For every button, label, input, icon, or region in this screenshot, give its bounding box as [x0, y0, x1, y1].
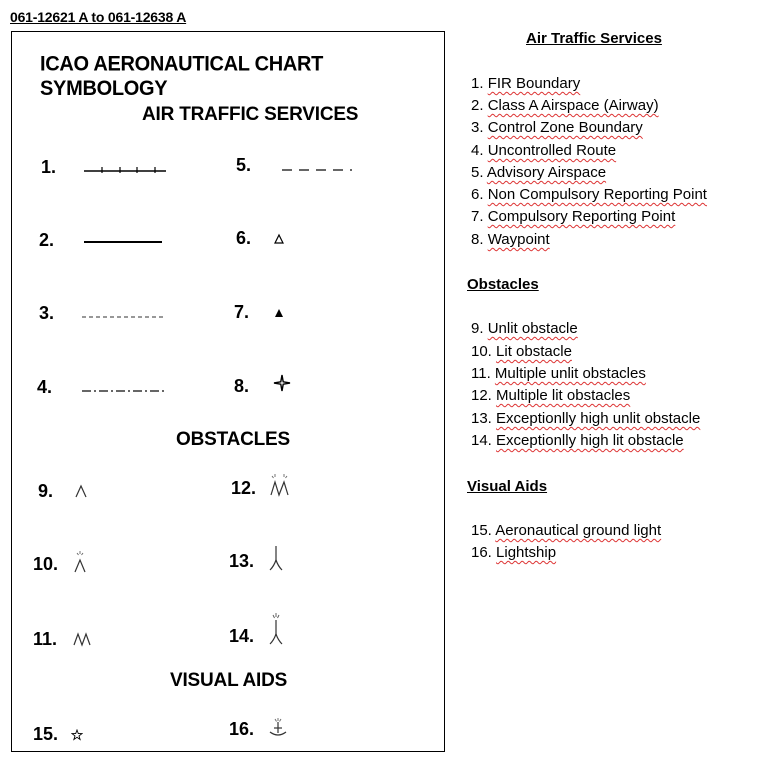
ground-light-star-icon: [71, 729, 83, 741]
symbol-number: 1.: [41, 157, 57, 177]
control-zone-boundary-symbol: [80, 313, 170, 321]
symbol-number: 8.: [234, 376, 250, 396]
advisory-airspace-symbol: [280, 166, 355, 174]
symbol-number: 3.: [39, 303, 55, 323]
symbol-number: 14.: [229, 626, 255, 646]
symbol-number: 11.: [33, 629, 58, 649]
legend-item-7: 7. Compulsory Reporting Point: [471, 208, 676, 225]
symbol-number: 10.: [33, 554, 59, 574]
symbol-number: 13.: [229, 551, 255, 571]
multiple-unlit-obstacles-icon: [72, 631, 92, 647]
section-heading-obstacles: OBSTACLES: [176, 429, 290, 450]
symbol-number: 2.: [39, 230, 55, 250]
symbology-panel: [11, 31, 445, 752]
legend-item-2: 2. Class A Airspace (Airway): [471, 97, 659, 114]
symbol-number: 15.: [33, 724, 59, 744]
legend-item-5: 5. Advisory Airspace: [471, 164, 607, 181]
section-heading-ats: AIR TRAFFIC SERVICES: [142, 104, 359, 125]
symbol-number: 12.: [231, 478, 257, 498]
uncontrolled-route-symbol: [80, 387, 170, 395]
high-unlit-obstacle-icon: [268, 544, 284, 572]
symbol-number: 5.: [236, 155, 252, 175]
legend-item-13: 13. Exceptionlly high unlit obstacle: [471, 410, 701, 427]
legend-item-1: 1. FIR Boundary: [471, 75, 581, 92]
multiple-lit-obstacles-icon: [269, 472, 291, 498]
legend-heading-ats: Air Traffic Services: [526, 30, 662, 47]
high-lit-obstacle-icon: [267, 612, 285, 646]
legend-item-12: 12. Multiple lit obstacles: [471, 387, 631, 404]
legend-item-11: 11. Multiple unlit obstacles: [471, 365, 646, 382]
unlit-obstacle-icon: [74, 483, 88, 499]
legend-item-4: 4. Uncontrolled Route: [471, 142, 617, 159]
legend-heading-visual-aids: Visual Aids: [467, 478, 548, 495]
legend-item-16: 16. Lightship: [471, 544, 557, 561]
lit-obstacle-icon: [73, 550, 87, 574]
section-heading-visual-aids: VISUAL AIDS: [170, 670, 288, 691]
triangle-outline-icon: [273, 233, 285, 245]
legend-item-15: 15. Aeronautical ground light: [471, 522, 662, 539]
legend-item-10: 10. Lit obstacle: [471, 343, 572, 360]
symbol-number: 4.: [37, 377, 53, 397]
panel-title: ICAO AERONAUTICAL CHART SYMBOLOGY: [40, 52, 324, 101]
symbol-number: 9.: [38, 481, 54, 501]
class-a-airspace-symbol: [82, 236, 172, 246]
page-header: 061-12621 A to 061-12638 A: [10, 9, 187, 25]
symbol-number: 7.: [234, 302, 250, 322]
symbol-number: 6.: [236, 228, 252, 248]
legend-item-3: 3. Control Zone Boundary: [471, 119, 643, 136]
legend-item-9: 9. Unlit obstacle: [471, 320, 578, 337]
legend-heading-obstacles: Obstacles: [467, 276, 539, 293]
symbol-number: 16.: [229, 719, 255, 739]
lightship-icon: [267, 717, 289, 739]
triangle-filled-icon: [273, 307, 285, 319]
legend-item-14: 14. Exceptionlly high lit obstacle: [471, 432, 684, 449]
legend-item-6: 6. Non Compulsory Reporting Point: [471, 186, 707, 203]
waypoint-star-icon: [272, 373, 292, 393]
legend-item-8: 8. Waypoint: [471, 231, 550, 248]
fir-boundary-symbol: [82, 162, 172, 176]
